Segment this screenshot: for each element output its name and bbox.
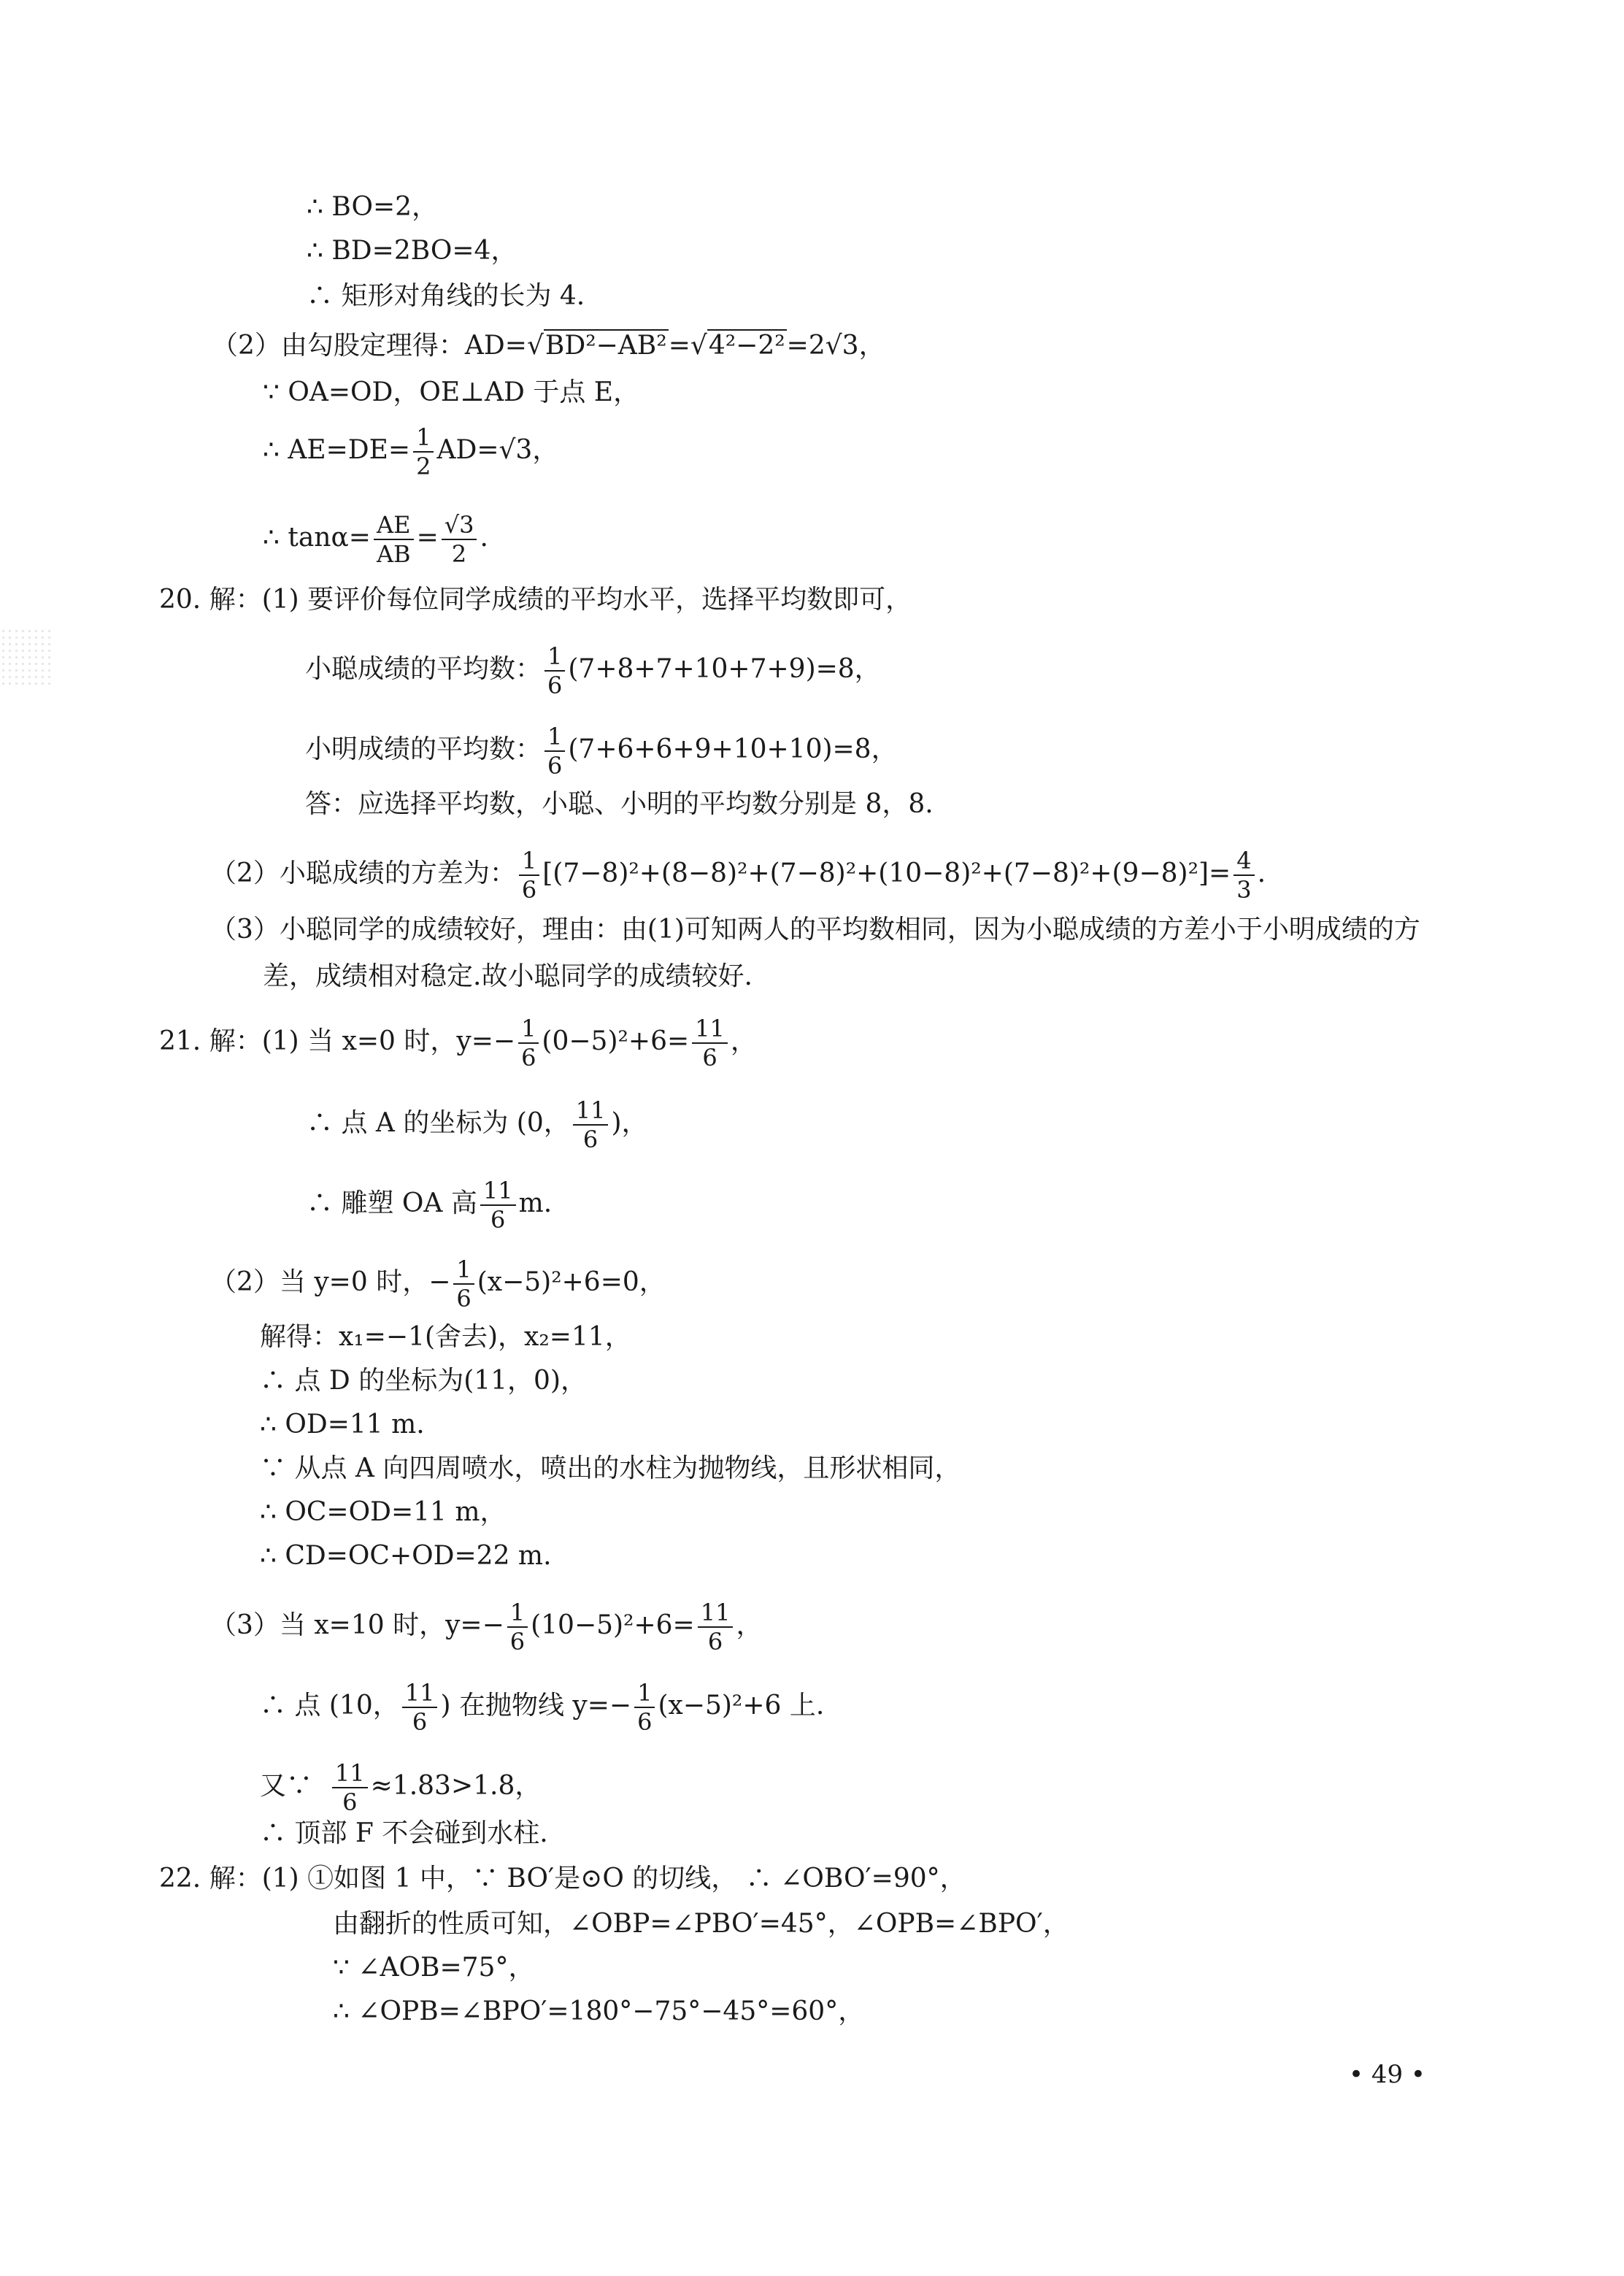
fraction: $\frac{11}{6}$ bbox=[402, 1679, 438, 1736]
fraction: $\frac{1}{6}$ bbox=[507, 1599, 528, 1656]
q21-od: ∴ OD=11 m. bbox=[260, 1410, 425, 1439]
q22-fold: 由翻折的性质可知，∠OBP=∠PBO′=45°，∠OPB=∠BPO′， bbox=[333, 1909, 1069, 1939]
fraction: $\frac{1}{6}$ bbox=[453, 1256, 474, 1312]
q22-heading: 22. 解：(1) ①如图 1 中，∵ BO′是⊙O 的切线， ∴ ∠OBO′=90°， bbox=[159, 1864, 966, 1894]
q21-compare: 又∵ $\frac{11}{6}$ ≈1.83>1.8， bbox=[260, 1759, 542, 1816]
scan-speck bbox=[0, 628, 51, 686]
q21-conclusion: ∴ 顶部 F 不会碰到水柱. bbox=[260, 1818, 548, 1848]
fraction: $\frac{4}{3}$ bbox=[1234, 847, 1254, 904]
q22-aob: ∵ ∠AOB=75°， bbox=[333, 1953, 535, 1983]
line-pythagoras: （2）由勾股定理得：AD=√BD²−AB²=√4²−2²=2√3， bbox=[212, 331, 885, 361]
line-ae-de: ∴ AE=DE= $\frac{1}{2}$ AD=√3， bbox=[263, 423, 559, 480]
q21-part3: （3）当 x=10 时，y=− $\frac{1}{6}$ (10−5)²+6= $\frac{11}{6}$ ， bbox=[210, 1599, 763, 1656]
q21-solve: 解得：x₁=−1(舍去)，x₂=11， bbox=[260, 1322, 631, 1352]
fraction: $\frac{11}{6}$ bbox=[573, 1096, 609, 1153]
q21-heading: 21. 解：(1) 当 x=0 时，y=− $\frac{1}{6}$ (0−5)²+6= $\frac{11}{6}$ ， bbox=[159, 1015, 757, 1072]
fraction: $\frac{11}{6}$ bbox=[480, 1177, 516, 1234]
fraction: $\frac{1}{6}$ bbox=[634, 1679, 655, 1736]
fraction: $\frac{1}{6}$ bbox=[518, 1015, 539, 1072]
q20-variance: （2）小聪成绩的方差为： $\frac{1}{6}$ [(7−8)²+(8−8)²+(7−8)²+(10−8)²+(7−8)²+(9−8)²]= $\frac{4}{3}$ . bbox=[210, 847, 1266, 904]
line-tan: ∴ tanα= $\frac{AE}{AB}$ = $\frac{√3}{2}$ . bbox=[263, 511, 488, 568]
q21-part2: （2）当 y=0 时，− $\frac{1}{6}$ (x−5)²+6=0， bbox=[210, 1256, 666, 1312]
q21-oc: ∴ OC=OD=11 m， bbox=[260, 1497, 507, 1527]
fraction: $\frac{11}{6}$ bbox=[698, 1599, 734, 1656]
q20-answer: 答：应选择平均数，小聪、小明的平均数分别是 8，8. bbox=[305, 789, 934, 819]
fraction: $\frac{11}{6}$ bbox=[332, 1759, 368, 1816]
page-number: • 49 • bbox=[1349, 2060, 1425, 2089]
q21-height: ∴ 雕塑 OA 高 $\frac{11}{6}$ m. bbox=[307, 1177, 553, 1234]
fraction: $\frac{1}{6}$ bbox=[519, 847, 539, 904]
fraction: $\frac{1}{2}$ bbox=[413, 423, 434, 480]
fraction: $\frac{1}{6}$ bbox=[544, 642, 565, 699]
line-oa-od: ∵ OA=OD，OE⊥AD 于点 E， bbox=[263, 377, 640, 407]
fraction: $\frac{AE}{AB}$ bbox=[374, 511, 414, 568]
q21-on-parabola: ∴ 点 (10， $\frac{11}{6}$ ) 在抛物线 y=− $\frac{1}{6}$ (x−5)²+6 上. bbox=[260, 1679, 825, 1736]
q21-point-a: ∴ 点 A 的坐标为 (0， $\frac{11}{6}$ )， bbox=[307, 1096, 648, 1153]
fraction: $\frac{1}{6}$ bbox=[544, 723, 565, 780]
q21-spray: ∵ 从点 A 向四周喷水，喷出的水柱为抛物线，且形状相同， bbox=[260, 1453, 961, 1483]
fraction: $\frac{√3}{2}$ bbox=[442, 511, 477, 568]
q20-heading: 20. 解：(1) 要评价每位同学成绩的平均水平，选择平均数即可， bbox=[159, 585, 912, 615]
q20-cong-mean: 小聪成绩的平均数： $\frac{1}{6}$ (7+8+7+10+7+9)=8， bbox=[305, 642, 881, 699]
q20-reason: （3）小聪同学的成绩较好，理由：由(1)可知两人的平均数相同，因为小聪成绩的方差小于小明成绩的方 bbox=[210, 915, 1420, 945]
q21-point-d: ∴ 点 D 的坐标为(11，0)， bbox=[260, 1366, 587, 1396]
q21-cd: ∴ CD=OC+OD=22 m. bbox=[260, 1541, 552, 1571]
q20-reason-cont: 差，成绩相对稳定.故小聪同学的成绩较好. bbox=[263, 961, 753, 991]
q20-ming-mean: 小明成绩的平均数： $\frac{1}{6}$ (7+6+6+9+10+10)=8， bbox=[305, 723, 898, 780]
q22-opb: ∴ ∠OPB=∠BPO′=180°−75°−45°=60°， bbox=[333, 1996, 865, 2026]
line-bd: ∴ BD=2BO=4， bbox=[307, 236, 517, 266]
line-diagonal: ∴ 矩形对角线的长为 4. bbox=[307, 281, 585, 311]
fraction: $\frac{11}{6}$ bbox=[692, 1015, 728, 1072]
line-bo: ∴ BO=2， bbox=[307, 192, 439, 222]
